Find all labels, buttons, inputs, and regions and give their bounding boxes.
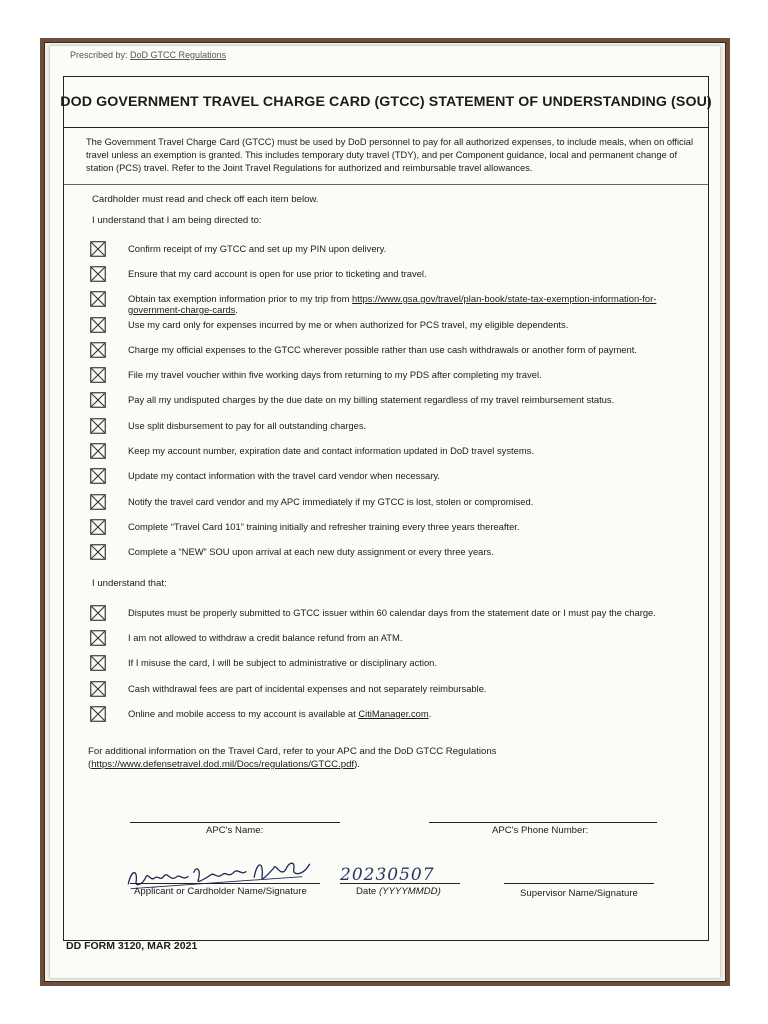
gtcc-regulations-link[interactable]: https://www.defensetravel.dod.mil/Docs/regulations/GTCC.pdf (91, 759, 355, 770)
apc-name-label: APC's Name: (206, 825, 264, 836)
checked-checkbox[interactable] (90, 519, 106, 535)
checked-checkbox[interactable] (90, 494, 106, 510)
intro-paragraph: The Government Travel Charge Card (GTCC) must be used by DoD personnel to pay for all authorized expenses, to include meals, when on official travel unless an exemption is granted. This includes temporary duty travel (TDY), and per Component guidance, local and permanent change of station (PCS) travel. Refer to the Joint Travel Regulations for authorized and reimbursable travel allowances. (64, 128, 708, 185)
additional-info (88, 745, 688, 771)
prescribed-by-link[interactable]: DoD GTCC Regulations (130, 50, 227, 60)
checklist-item-label: I am not allowed to withdraw a credit balance refund from an ATM. (128, 632, 403, 643)
instructions: Cardholder must read and check off each item below. (92, 194, 319, 205)
applicant-line (130, 883, 320, 884)
date-line (340, 883, 460, 884)
checked-checkbox[interactable] (90, 342, 106, 358)
checked-checkbox[interactable] (90, 291, 106, 307)
checklist-item-label: Obtain tax exemption information prior to my trip from (128, 293, 353, 304)
checklist-item-label: Complete “Travel Card 101” training initially and refresher training every three years thereafter. (128, 521, 520, 532)
checklist-item-label: Keep my account number, expiration date and contact information updated in DoD travel systems. (128, 445, 534, 456)
checked-checkbox[interactable] (90, 706, 106, 722)
checked-checkbox[interactable] (90, 605, 106, 621)
checklist-item-text (128, 293, 700, 315)
checklist-item-label: Use split disbursement to pay for all outstanding charges. (128, 420, 367, 431)
applicant-label: Applicant or Cardholder Name/Signature (134, 886, 307, 897)
checked-checkbox[interactable] (90, 367, 106, 383)
checklist-item-text (128, 521, 700, 532)
checklist-item-label: Complete a “NEW” SOU upon arrival at each new duty assignment or every three years. (128, 546, 494, 557)
date-label-format: (YYYYMMDD) (378, 886, 441, 897)
checklist-item-text (128, 369, 700, 380)
checklist-item-text (128, 683, 700, 694)
apc-phone-label: APC's Phone Number: (492, 825, 589, 836)
checklist-item-link[interactable]: https://www.gsa.gov/travel/plan-book/state-tax-exemption-information-for-government-charge-cards (128, 293, 657, 315)
supervisor-line (504, 883, 654, 884)
checklist-item-text (128, 445, 700, 456)
form-box (60, 76, 712, 941)
checklist-item-label: Pay all my undisputed charges by the due date on my billing statement regardless of my travel reimbursement status. (128, 394, 615, 405)
section1-heading: I understand that I am being directed to: (92, 215, 262, 226)
checklist-item-label: Notify the travel card vendor and my APC immediately if my GTCC is lost, stolen or compromised. (128, 496, 534, 507)
checklist-item-label: Online and mobile access to my account is available at (128, 708, 359, 719)
supervisor-label: Supervisor Name/Signature (520, 888, 638, 899)
checklist-item-text (128, 243, 700, 254)
date-value: 20230507 (340, 865, 435, 885)
checklist-item-label: Disputes must be properly submitted to GTCC issuer within 60 calendar days from the statement date or I must pay the charge. (128, 607, 656, 618)
checklist-item-label: Use my card only for expenses incurred by me or when authorized for PCS travel, my eligible dependents. (128, 319, 569, 330)
checked-checkbox[interactable] (90, 392, 106, 408)
checklist-item-label: Update my contact information with the travel card vendor when necessary. (128, 470, 440, 481)
form-title: DOD GOVERNMENT TRAVEL CHARGE CARD (GTCC) STATEMENT OF UNDERSTANDING (SOU) (64, 77, 708, 128)
checked-checkbox[interactable] (90, 418, 106, 434)
checklist-item-suffix: . (235, 304, 238, 315)
checklist-item-text (128, 268, 700, 279)
checklist-item-text (128, 319, 700, 330)
section2-heading: I understand that: (92, 578, 167, 589)
checked-checkbox[interactable] (90, 317, 106, 333)
checklist-item-text (128, 496, 700, 507)
checklist-item-text (128, 657, 700, 668)
prescribed-by (70, 50, 226, 60)
checklist-item-label: Ensure that my card account is open for use prior to ticketing and travel. (128, 268, 427, 279)
checklist-item-text (128, 470, 700, 481)
checklist-item-text (128, 344, 700, 355)
date-label-prefix: Date (356, 886, 379, 897)
additional-info-suffix: ). (354, 759, 360, 770)
checklist-item-text (128, 546, 700, 557)
form-page (50, 46, 720, 978)
apc-phone-line (429, 822, 657, 823)
checklist-item-link[interactable]: CitiManager.com (358, 708, 429, 719)
checked-checkbox[interactable] (90, 468, 106, 484)
checked-checkbox[interactable] (90, 266, 106, 282)
form-footer: DD FORM 3120, MAR 2021 (66, 940, 198, 952)
checked-checkbox[interactable] (90, 681, 106, 697)
checked-checkbox[interactable] (90, 630, 106, 646)
checklist-item-text (128, 607, 700, 618)
date-label (356, 886, 441, 897)
apc-name-line (130, 822, 340, 823)
checked-checkbox[interactable] (90, 655, 106, 671)
checklist-item-label: Charge my official expenses to the GTCC wherever possible rather than use cash withdrawals or another form of payment. (128, 344, 637, 355)
checked-checkbox[interactable] (90, 241, 106, 257)
checklist-item-label: Cash withdrawal fees are part of incidental expenses and not separately reimbursable. (128, 683, 487, 694)
checklist-item-text (128, 420, 700, 431)
checked-checkbox[interactable] (90, 544, 106, 560)
checklist-item-text (128, 394, 700, 405)
checklist-item-label: Confirm receipt of my GTCC and set up my PIN upon delivery. (128, 243, 387, 254)
checklist-item-text (128, 708, 700, 719)
prescribed-by-prefix: Prescribed by: (70, 50, 128, 60)
checklist-item-label: File my travel voucher within five working days from returning to my PDS after completing my travel. (128, 369, 542, 380)
checklist-item-text (128, 632, 700, 643)
additional-info-text: For additional information on the Travel Card, refer to your APC and the DoD GTCC Regulations ( (88, 746, 497, 770)
checklist-item-suffix: . (428, 708, 432, 719)
checked-checkbox[interactable] (90, 443, 106, 459)
checklist-item-label: If I misuse the card, I will be subject to administrative or disciplinary action. (128, 657, 437, 668)
